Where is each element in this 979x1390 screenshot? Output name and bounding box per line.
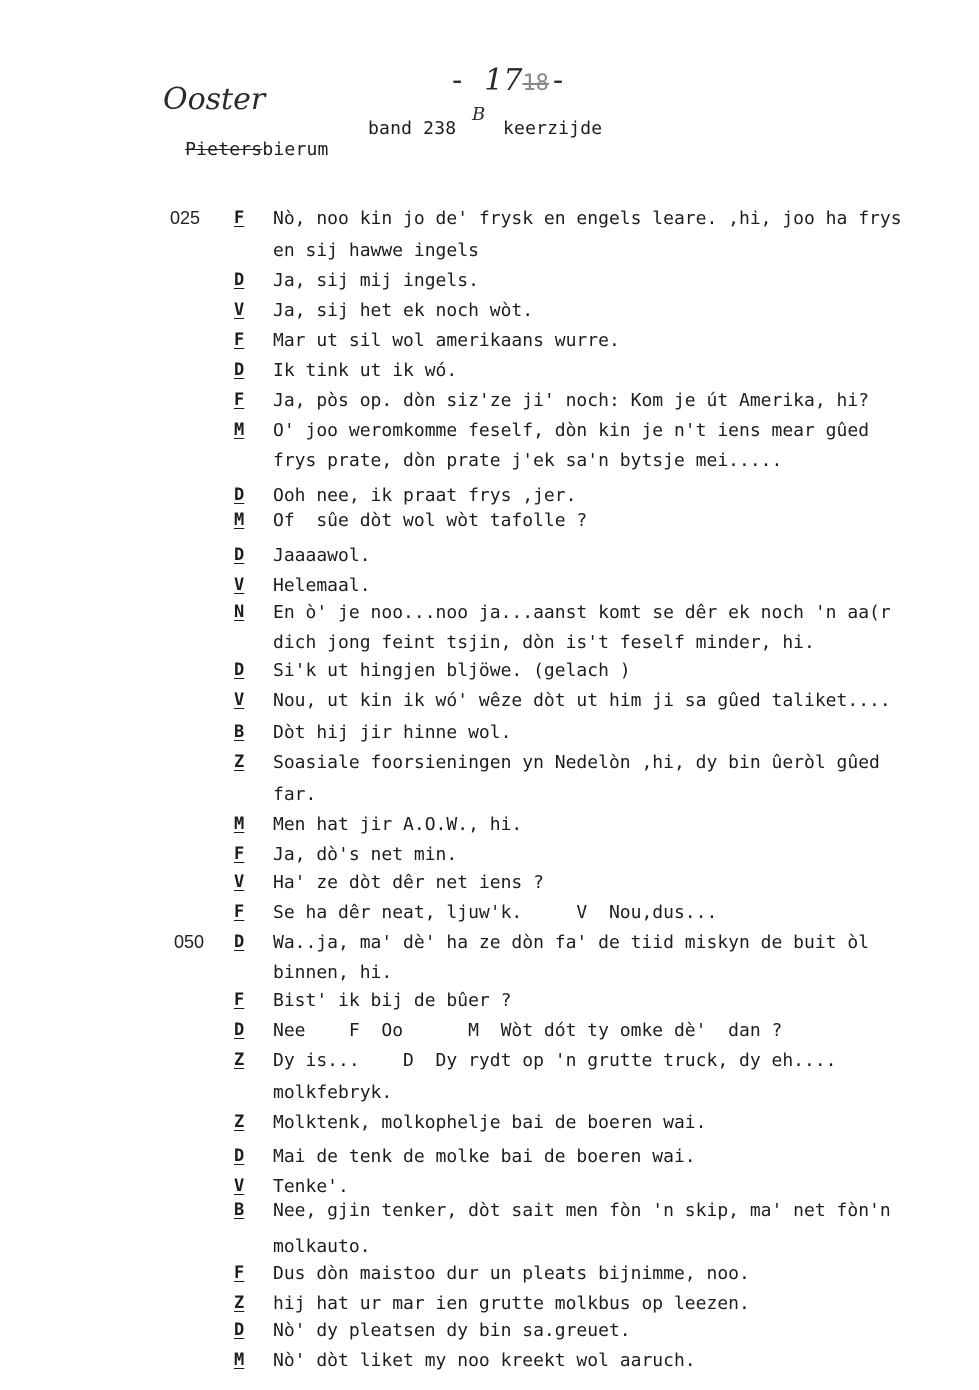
transcript-line: Soasiale foorsieningen yn Nedelòn ,hi, dy bin ûeròl gûed	[273, 752, 880, 773]
transcript-line: Ooh nee, ik praat frys ,jer.	[273, 485, 577, 506]
band-mark: B	[472, 104, 486, 125]
page-number-struck: 18	[522, 71, 549, 96]
transcript-line: Nou, ut kin ik wó' wêze dòt ut him ji sa gûed taliket....	[273, 690, 891, 711]
speaker-code: F	[234, 330, 245, 350]
transcript-line: Ja, sij mij ingels.	[273, 270, 479, 291]
speaker-code: D	[234, 485, 245, 505]
transcript-line: Nee, gjin tenker, dòt sait men fòn 'n skip, ma' net fòn'n	[273, 1200, 891, 1221]
line-number: 050	[174, 932, 205, 952]
transcript-line: Bist' ik bij de bûer ?	[273, 990, 512, 1011]
transcript-line: Helemaal.	[273, 575, 371, 596]
transcript-line: Mai de tenk de molke bai de boeren wai.	[273, 1146, 696, 1167]
transcript-line: Molktenk, molkophelje bai de boeren wai.	[273, 1112, 707, 1133]
speaker-code: Z	[234, 1050, 245, 1070]
page-number	[412, 28, 567, 98]
speaker-code: M	[234, 510, 245, 530]
transcript-line: Nò' dy pleatsen dy bin sa.greuet.	[273, 1320, 631, 1341]
transcript-line: frys prate, dòn prate j'ek sa'n bytsje mei.....	[273, 450, 783, 471]
transcript-line: hij hat ur mar ien grutte molkbus op leezen.	[273, 1293, 750, 1314]
transcript-line: Tenke'.	[273, 1176, 349, 1197]
speaker-code: B	[234, 1200, 245, 1220]
transcript-line: molkfebryk.	[273, 1082, 393, 1103]
speaker-code: B	[234, 722, 245, 742]
speaker-code: D	[234, 932, 245, 952]
speaker-code: V	[234, 1176, 245, 1196]
transcript-line: O' joo weromkomme feself, dòn kin je n't iens mear gûed	[273, 420, 870, 441]
transcript-line: Wa..ja, ma' dè' ha ze dòn fa' de tiid miskyn de buit òl	[273, 932, 870, 953]
speaker-code: F	[234, 208, 245, 228]
page-number-dash-right: -	[548, 63, 567, 98]
speaker-code: M	[234, 814, 245, 834]
transcript-line: Nee F Oo M Wòt dót ty omke dè' dan ?	[273, 1020, 783, 1041]
transcript-line: en sij hawwe ingels	[273, 240, 479, 261]
speaker-code: Z	[234, 1293, 245, 1313]
transcript-line: Ha' ze dòt dêr net iens ?	[273, 872, 544, 893]
speaker-code: F	[234, 390, 245, 410]
transcript-line: Dus dòn maistoo dur un pleats bijnimme, noo.	[273, 1263, 750, 1284]
place-suffix: bierum	[262, 139, 329, 160]
speaker-code: F	[234, 844, 245, 864]
transcript-line: binnen, hi.	[273, 962, 393, 983]
speaker-code: Z	[234, 752, 245, 772]
speaker-code: D	[234, 360, 245, 380]
speaker-code: V	[234, 300, 245, 320]
transcript-line: Si'k ut hingjen bljöwe. (gelach )	[273, 660, 631, 681]
speaker-code: D	[234, 545, 245, 565]
speaker-code: V	[234, 872, 245, 892]
line-number: 025	[170, 208, 201, 228]
speaker-code: D	[234, 660, 245, 680]
speaker-code: D	[234, 1020, 245, 1040]
speaker-code: D	[234, 1320, 245, 1340]
transcript-line: Ja, sij het ek noch wòt.	[273, 300, 534, 321]
speaker-code: F	[234, 1263, 245, 1283]
speaker-code: Z	[234, 1112, 245, 1132]
place-struck: Pieters	[185, 139, 263, 160]
speaker-code: M	[234, 420, 245, 440]
transcript-line: Men hat jir A.O.W., hi.	[273, 814, 523, 835]
transcript-line: Ja, dò's net min.	[273, 844, 458, 865]
band-label: band 238	[368, 118, 457, 139]
header-line	[163, 118, 329, 160]
speaker-code: V	[234, 575, 245, 595]
speaker-code: F	[234, 902, 245, 922]
side-label: keerzijde	[503, 118, 603, 139]
transcript-line: Se ha dêr neat, ljuw'k. V Nou,dus...	[273, 902, 718, 923]
speaker-code: V	[234, 690, 245, 710]
speaker-code: F	[234, 990, 245, 1010]
transcript-line: En ò' je noo...noo ja...aanst komt se dêr ek noch 'n aa(r	[273, 602, 891, 623]
transcript-line: molkauto.	[273, 1236, 371, 1257]
transcript-line: Dy is... D Dy rydt op 'n grutte truck, dy eh....	[273, 1050, 837, 1071]
transcript-line: Nò' dòt liket my noo kreekt wol aaruch.	[273, 1350, 696, 1371]
transcript-line: Jaaaawol.	[273, 545, 371, 566]
transcript-line: dich jong feint tsjin, dòn is't feself minder, hi.	[273, 632, 815, 653]
transcript-line: far.	[273, 784, 317, 805]
place-handwritten: Ooster	[163, 82, 266, 117]
speaker-code: D	[234, 270, 245, 290]
transcript-line: Nò, noo kin jo de' frysk en engels leare. ,hi, joo ha frys	[273, 208, 902, 229]
speaker-code: M	[234, 1350, 245, 1370]
transcript-line: Ik tink ut ik wó.	[273, 360, 458, 381]
transcript-line: Mar ut sil wol amerikaans wurre.	[273, 330, 620, 351]
transcript-line: Ja, pòs op. dòn siz'ze ji' noch: Kom je út Amerika, hi?	[273, 390, 870, 411]
speaker-code: D	[234, 1146, 245, 1166]
speaker-code: N	[234, 602, 245, 622]
page-number-dash-left: -	[448, 63, 485, 98]
transcript-line: Dòt hij jir hinne wol.	[273, 722, 512, 743]
transcript-line: Of sûe dòt wol wòt tafolle ?	[273, 510, 588, 531]
page-number-handwritten: 17	[484, 63, 523, 98]
